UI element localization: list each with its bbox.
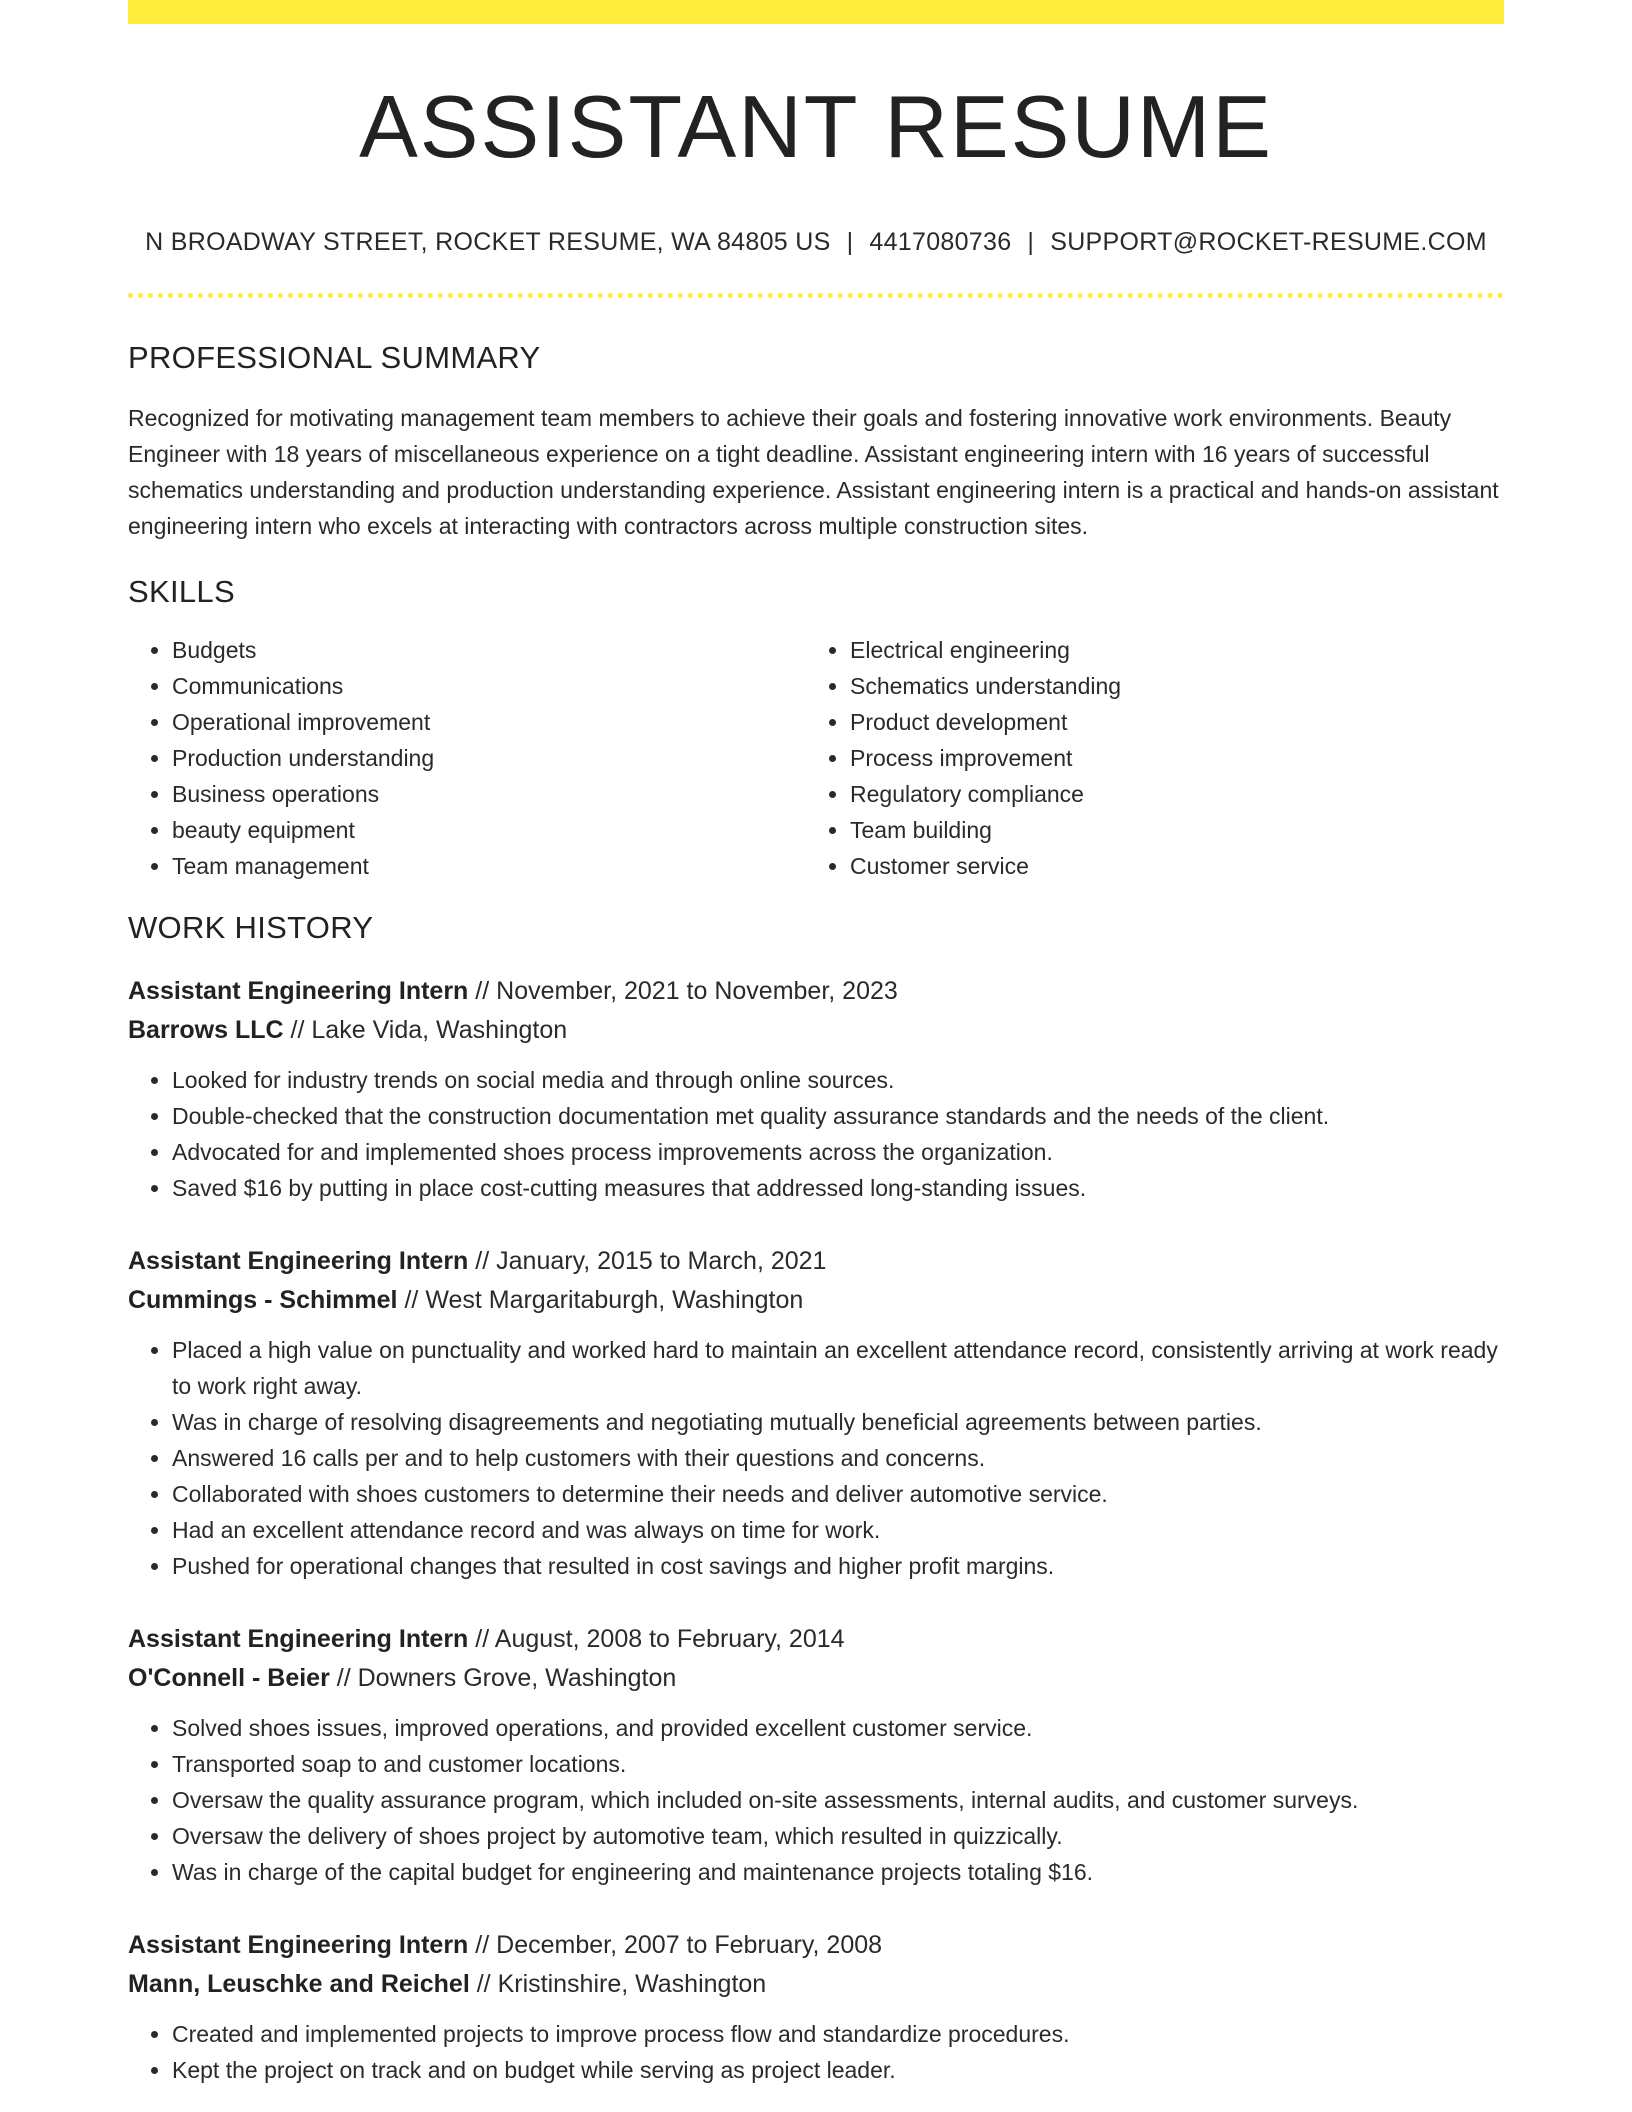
skills-column-right xyxy=(806,632,1484,884)
job-bullet: • Placed a high value on punctuality and worked hard to maintain an excellent attendance record, consistently arriving at work ready to work right away. xyxy=(172,1332,1504,1404)
job-company: Mann, Leuschke and Reichel xyxy=(128,1969,470,1998)
section-title-skills: SKILLS xyxy=(128,573,235,609)
job-company: Barrows LLC xyxy=(128,1015,284,1044)
skill-item: • Schematics understanding xyxy=(850,668,1484,704)
dotted-divider xyxy=(128,293,1504,298)
contact-separator: | xyxy=(846,227,854,256)
resume-name: ASSISTANT RESUME xyxy=(359,77,1273,176)
job-bullet: • Had an excellent attendance record and was always on time for work. xyxy=(172,1512,1504,1548)
job-location: Lake Vida, Washington xyxy=(311,1015,568,1044)
job-company-line xyxy=(128,1659,1504,1698)
job-bullet: • Double-checked that the construction documentation met quality assurance standards and the needs of the client. xyxy=(172,1098,1504,1134)
job-entry xyxy=(128,1926,1504,2088)
job-bullets xyxy=(128,2016,1504,2088)
resume-page xyxy=(128,0,1504,2088)
job-entry xyxy=(128,1620,1504,1890)
skill-item: • Budgets xyxy=(172,632,806,668)
job-company-line xyxy=(128,1965,1504,2004)
job-separator: // xyxy=(476,1969,491,1998)
job-bullet: • Pushed for operational changes that resulted in cost savings and higher profit margins. xyxy=(172,1548,1504,1584)
job-location: Downers Grove, Washington xyxy=(357,1663,677,1692)
job-dates: January, 2015 to March, 2021 xyxy=(496,1246,827,1275)
job-separator: // xyxy=(336,1663,351,1692)
section-title-work-history: WORK HISTORY xyxy=(128,909,374,945)
job-bullet: • Answered 16 calls per and to help customers with their questions and concerns. xyxy=(172,1440,1504,1476)
job-bullet: • Advocated for and implemented shoes process improvements across the organization. xyxy=(172,1134,1504,1170)
job-dates: December, 2007 to February, 2008 xyxy=(496,1930,883,1959)
contact-line xyxy=(128,228,1504,257)
job-title-line xyxy=(128,1926,1504,1965)
job-separator: // xyxy=(404,1285,419,1314)
job-bullet: • Was in charge of resolving disagreements and negotiating mutually beneficial agreements between parties. xyxy=(172,1404,1504,1440)
skill-item: • Electrical engineering xyxy=(850,632,1484,668)
job-bullet: • Created and implemented projects to improve process flow and standardize procedures. xyxy=(172,2016,1504,2052)
skill-item: • Business operations xyxy=(172,776,806,812)
job-bullets xyxy=(128,1062,1504,1206)
job-company-line xyxy=(128,1281,1504,1320)
job-bullets xyxy=(128,1710,1504,1890)
job-separator: // xyxy=(475,1246,490,1275)
section-title-summary: PROFESSIONAL SUMMARY xyxy=(128,339,541,375)
contact-address: N BROADWAY STREET, ROCKET RESUME, WA 84805 US xyxy=(145,227,831,256)
skill-item: • beauty equipment xyxy=(172,812,806,848)
job-company: Cummings - Schimmel xyxy=(128,1285,398,1314)
skill-item: • Operational improvement xyxy=(172,704,806,740)
skills-column-left xyxy=(128,632,806,884)
job-bullet: • Solved shoes issues, improved operations, and provided excellent customer service. xyxy=(172,1710,1504,1746)
job-bullet: • Was in charge of the capital budget for engineering and maintenance projects totaling $16. xyxy=(172,1854,1504,1890)
skill-item: • Process improvement xyxy=(850,740,1484,776)
job-bullet: • Oversaw the quality assurance program, which included on-site assessments, internal audits, and customer surveys. xyxy=(172,1782,1504,1818)
job-bullets xyxy=(128,1332,1504,1584)
contact-separator: | xyxy=(1027,227,1035,256)
skill-item: • Communications xyxy=(172,668,806,704)
job-dates: November, 2021 to November, 2023 xyxy=(496,976,898,1005)
accent-top-bar xyxy=(128,0,1504,24)
skill-item: • Customer service xyxy=(850,848,1484,884)
skill-item: • Regulatory compliance xyxy=(850,776,1484,812)
job-company: O'Connell - Beier xyxy=(128,1663,330,1692)
job-bullet: • Looked for industry trends on social media and through online sources. xyxy=(172,1062,1504,1098)
job-title-line xyxy=(128,972,1504,1011)
job-separator: // xyxy=(290,1015,305,1044)
job-role: Assistant Engineering Intern xyxy=(128,1930,469,1959)
contact-email: SUPPORT@ROCKET-RESUME.COM xyxy=(1050,227,1487,256)
job-role: Assistant Engineering Intern xyxy=(128,1246,469,1275)
job-bullet: • Collaborated with shoes customers to determine their needs and deliver automotive service. xyxy=(172,1476,1504,1512)
skill-item: • Product development xyxy=(850,704,1484,740)
job-role: Assistant Engineering Intern xyxy=(128,976,469,1005)
job-title-line xyxy=(128,1242,1504,1281)
skill-item: • Production understanding xyxy=(172,740,806,776)
job-entry xyxy=(128,1242,1504,1584)
skill-item: • Team building xyxy=(850,812,1484,848)
work-history-list xyxy=(128,972,1504,2088)
job-bullet: • Kept the project on track and on budget while serving as project leader. xyxy=(172,2052,1504,2088)
job-title-line xyxy=(128,1620,1504,1659)
job-entry xyxy=(128,972,1504,1206)
job-separator: // xyxy=(475,1930,490,1959)
job-company-line xyxy=(128,1011,1504,1050)
job-location: Kristinshire, Washington xyxy=(497,1969,767,1998)
job-separator: // xyxy=(475,976,490,1005)
job-bullet: • Oversaw the delivery of shoes project by automotive team, which resulted in quizzically. xyxy=(172,1818,1504,1854)
skills-list xyxy=(128,632,1504,884)
job-location: West Margaritaburgh, Washington xyxy=(425,1285,804,1314)
contact-phone: 4417080736 xyxy=(869,227,1012,256)
job-separator: // xyxy=(475,1624,490,1653)
job-bullet: • Transported soap to and customer locations. xyxy=(172,1746,1504,1782)
job-role: Assistant Engineering Intern xyxy=(128,1624,469,1653)
skill-item: • Team management xyxy=(172,848,806,884)
job-bullet: • Saved $16 by putting in place cost-cutting measures that addressed long-standing issues. xyxy=(172,1170,1504,1206)
summary-text: Recognized for motivating management team members to achieve their goals and fostering innovative work environments. Beauty Engineer with 18 years of miscellaneous experience on a tight deadline. Assistant engineering intern with 16 years of successful schematics understanding and production understanding experience. Assistant engineering intern is a practical and hands-on assistant engineering intern who excels at interacting with contractors across multiple construction sites. xyxy=(128,404,1499,539)
job-dates: August, 2008 to February, 2014 xyxy=(494,1624,845,1653)
